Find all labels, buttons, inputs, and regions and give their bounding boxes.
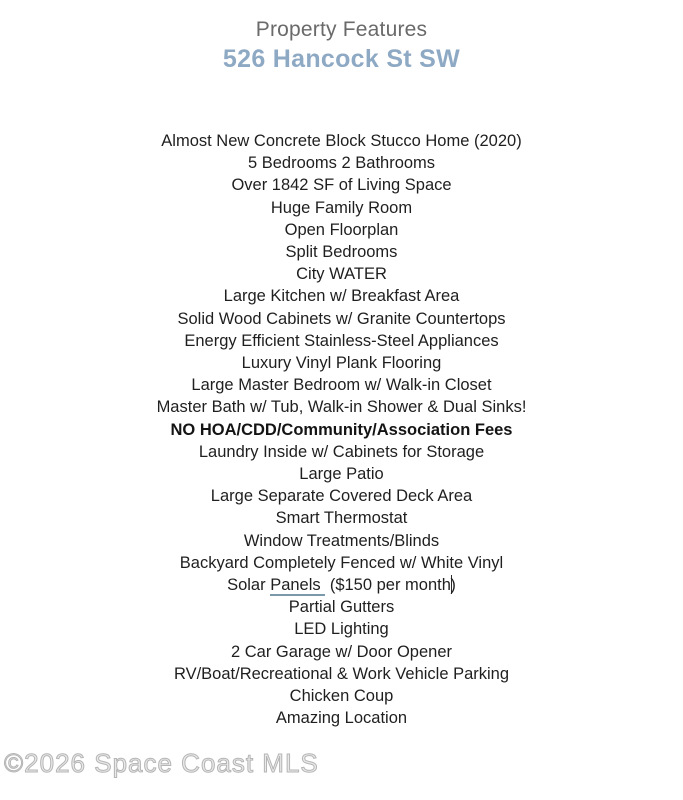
feature-item: Smart Thermostat — [275, 509, 408, 528]
header — [0, 0, 683, 74]
feature-item: Window Treatments/Blinds — [243, 531, 440, 550]
feature-item: Backyard Completely Fenced w/ White Vinyl — [179, 553, 504, 572]
feature-item: Huge Family Room — [270, 198, 413, 217]
property-address: 526 Hancock St SW — [222, 45, 461, 73]
feature-item: City WATER — [296, 265, 387, 284]
underlined-text: Panels — [270, 576, 326, 595]
feature-text: ) — [450, 576, 456, 595]
feature-text: Solar — [227, 576, 271, 595]
feature-item: RV/Boat/Recreational & Work Vehicle Parking — [173, 664, 510, 683]
feature-item: Over 1842 SF of Living Space — [231, 176, 452, 195]
feature-item: 2 Car Garage w/ Door Opener — [230, 642, 453, 661]
feature-item: Almost New Concrete Block Stucco Home (2020) — [161, 132, 522, 150]
feature-item: Chicken Coup — [289, 687, 394, 706]
feature-item: Energy Efficient Stainless-Steel Appliances — [184, 331, 499, 350]
feature-item: Large Patio — [299, 465, 384, 484]
watermark: ©2026 Space Coast MLS — [4, 748, 319, 778]
feature-item: Master Bath w/ Tub, Walk-in Shower & Dual Sinks! — [156, 398, 527, 417]
feature-item: Large Separate Covered Deck Area — [210, 487, 473, 506]
feature-text: ($150 per month — [325, 576, 451, 595]
page-title: Property Features — [255, 18, 428, 41]
feature-item: LED Lighting — [294, 620, 389, 639]
feature-item: Partial Gutters — [288, 598, 395, 617]
feature-item: Luxury Vinyl Plank Flooring — [241, 354, 442, 373]
feature-item: Large Master Bedroom w/ Walk-in Closet — [191, 376, 492, 395]
feature-item: NO HOA/CDD/Community/Association Fees — [170, 420, 513, 439]
feature-item: 5 Bedrooms 2 Bathrooms — [247, 154, 436, 173]
feature-item: Open Floorplan — [284, 220, 399, 239]
feature-item: Amazing Location — [275, 709, 408, 728]
feature-item — [0, 574, 683, 596]
feature-item: Solid Wood Cabinets w/ Granite Countertops — [177, 309, 506, 328]
feature-list — [0, 130, 683, 729]
feature-item: Laundry Inside w/ Cabinets for Storage — [198, 442, 485, 461]
feature-item: Large Kitchen w/ Breakfast Area — [223, 287, 460, 306]
feature-item: Split Bedrooms — [285, 243, 398, 262]
